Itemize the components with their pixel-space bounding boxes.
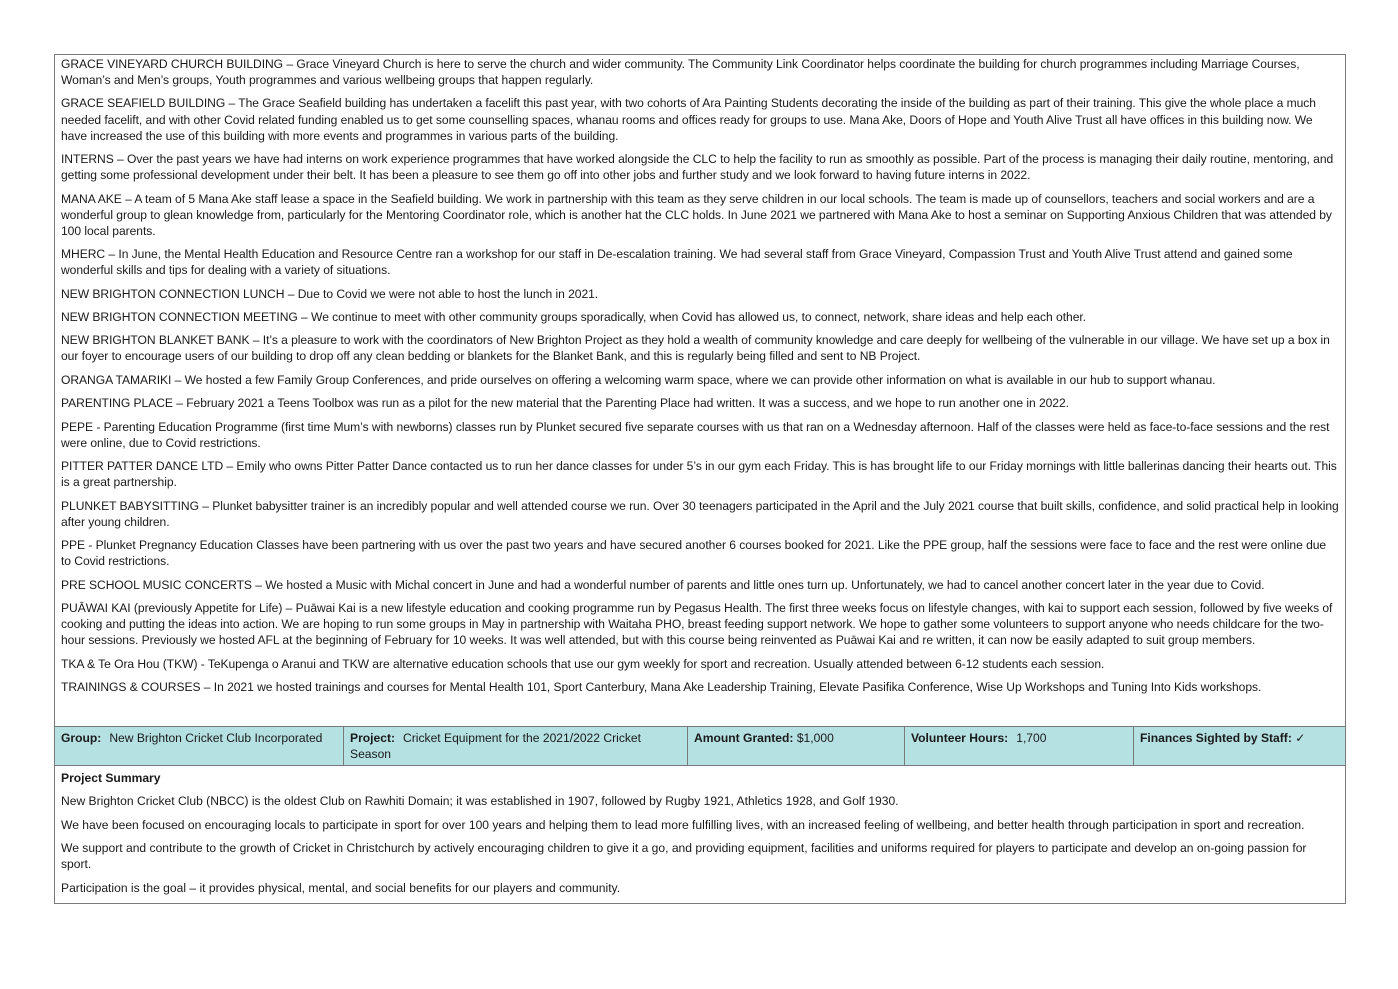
hours-cell [905,727,1134,765]
document-frame [54,54,1346,904]
community-use-entries [55,56,1345,726]
summary-title: Project Summary [61,771,161,785]
entry-grace-vineyard: GRACE VINEYARD CHURCH BUILDING – Grace Vineyard Church is here to serve the church and wider community. The Community Link Coordinator helps coordinate the building for church programmes including Marriage Courses, Woman’s and Men’s groups, Youth programmes and various wellbeing groups that happen regularly. [61,57,1300,88]
group-value: New Brighton Cricket Club Incorporated [109,731,323,745]
finances-label: Finances Sighted by Staff: [1140,731,1292,745]
grant-header-row [55,726,1345,766]
entry-connection-lunch: NEW BRIGHTON CONNECTION LUNCH – Due to Covid we were not able to host the lunch in 2021. [61,286,599,301]
project-summary [55,766,1345,903]
project-label: Project: [350,731,396,745]
entry-mana-ake: MANA AKE – A team of 5 Mana Ake staff lease a space in the Seafield building. We work in partnership with this team as they serve children in our local schools. The team is made up of counsellors, teachers and social workers and are a wonderful group to glean knowledge from, particularly for the Mentoring Coordinator role, which is another hat the CLC holds. In June 2021 we partnered with Mana Ake to host a seminar on Supporting Anxious Children that was attended by 100 local parents. [61,191,1332,238]
entry-tka-te-ora-hou: TKA & Te Ora Hou (TKW) - TeKupenga o Aranui and TKW are alternative education schools that use our gym weekly for sport and recreation. Usually attended between 6-12 students each session. [61,656,1105,671]
amount-cell [688,727,905,765]
entry-music-concerts: PRE SCHOOL MUSIC CONCERTS – We hosted a Music with Michal concert in June and had a wonderful number of parents and little ones turn up. Unfortunately, we had to cancel another concert later in the year due to Covid. [61,577,1265,592]
entry-plunket-babysitting: PLUNKET BABYSITTING – Plunket babysitter trainer is an incredibly popular and well attended course we run. Over 30 teenagers participated in the April and the July 2021 course that built skills, confidence, and solid practical help in looking after young children. [61,498,1339,529]
entry-pepe: PEPE - Parenting Education Programme (first time Mum’s with newborns) classes run by Plunket secured five separate courses with us that ran on a Wednesday afternoon. Half of the classes were held as face-to-face sessions and the rest were online, due to Covid restrictions. [61,419,1330,450]
entry-puawai-kai: PUĀWAI KAI (previously Appetite for Life) – Puāwai Kai is a new lifestyle education and cooking programme run by Pegasus Health. The first three weeks focus on lifestyle changes, with kai to support each session, followed by five weeks of cooking and putting the ideas into action. We are hoping to run some groups in May in partnership with Waitaha PHO, breast feeding support network. We hope to gather some volunteers to support anyone who needs childcare for the two-hour sessions. Previously we hosted AFL at the beginning of February for 10 weeks. It was well attended, but with this course being reinvented as Puāwai Kai and re written, it can now be easily adapted to suit group members. [61,600,1333,648]
entry-trainings-courses: TRAININGS & COURSES – In 2021 we hosted trainings and courses for Mental Health 101, Sport Canterbury, Mana Ake Leadership Training, Elevate Pasifika Conference, Wise Up Workshops and Tuning Into Kids workshops. [61,679,1262,694]
amount-value: $1,000 [796,731,834,745]
summary-paragraph: We have been focused on encouraging locals to participate in sport for over 100 years and helping them to lead more fulfilling lives, with an increased feeling of wellbeing, and better health through participation in sport and recreation. [61,817,1305,832]
group-label: Group: [61,731,102,745]
group-cell [55,727,344,765]
amount-label: Amount Granted: [694,731,794,745]
checkmark-icon: ✓ [1295,731,1306,745]
entry-grace-seafield: GRACE SEAFIELD BUILDING – The Grace Seafield building has undertaken a facelift this past year, with two cohorts of Ara Painting Students decorating the inside of the building as part of their training. This give the whole place a much needed facelift, and with other Covid related funding enabled us to get some counselling spaces, whanau rooms and offices ready for groups to use. Mana Ake, Doors of Hope and Youth Alive Trust all have offices in this building now. We have increased the use of this building with more events and programmes in various parts of the building. [61,96,1316,143]
entry-oranga-tamariki: ORANGA TAMARIKI – We hosted a few Family Group Conferences, and pride ourselves on offering a welcoming warm space, where we can provide other information on what is available in our hub to support whanau. [61,372,1216,387]
entry-blanket-bank: NEW BRIGHTON BLANKET BANK – It’s a pleasure to work with the coordinators of New Brighton Project as they hold a wealth of community knowledge and care deeply for wellbeing of the vulnerable in our village. We have set up a box in our foyer to encourage users of our building to drop off any clean bedding or blankets for the Blanket Bank, and this is regularly being filled and sent to NB Project. [61,333,1330,364]
hours-value: 1,700 [1016,731,1047,745]
summary-paragraph: New Brighton Cricket Club (NBCC) is the oldest Club on Rawhiti Domain; it was established in 1907, followed by Rugby 1921, Athletics 1928, and Golf 1930. [61,794,899,809]
entry-interns: INTERNS – Over the past years we have had interns on work experience programmes that have worked alongside the CLC to help the facility to run as smoothly as possible. Part of the process is managing their daily routine, mentoring, and getting some professional development under their belt. It has been a pleasure to see them go off into other jobs and further study and we look forward to having future interns in 2022. [61,152,1334,183]
entry-mherc: MHERC – In June, the Mental Health Education and Resource Centre ran a workshop for our staff in De-escalation training. We had several staff from Grace Vineyard, Compassion Trust and Youth Alive Trust attend and gained some wonderful skills and tips for dealing with a variety of situations. [61,247,1293,278]
project-cell [344,727,688,765]
entry-connection-meeting: NEW BRIGHTON CONNECTION MEETING – We continue to meet with other community groups sporadically, when Covid has allowed us, to connect, network, share ideas and help each other. [61,310,1086,324]
finances-cell [1134,727,1345,765]
entry-parenting-place: PARENTING PLACE – February 2021 a Teens Toolbox was run as a pilot for the new material that the Parenting Place had written. It was a success, and we hope to run another one in 2022. [61,396,1069,411]
summary-paragraph: Participation is the goal – it provides physical, mental, and social benefits for our players and community. [61,880,621,895]
project-value: Cricket Equipment for the 2021/2022 Cricket Season [350,731,641,761]
hours-label: Volunteer Hours: [911,731,1009,745]
summary-paragraph: We support and contribute to the growth of Cricket in Christchurch by actively encouraging children to give it a go, and providing equipment, facilities and uniforms required for players to participate and develop an on-going passion for sport. [61,841,1307,872]
entry-ppe: PPE - Plunket Pregnancy Education Classes have been partnering with us over the past two years and have secured another 6 courses booked for 2021. Like the PPE group, half the sessions were face to face and the rest were online due to Covid restrictions. [61,538,1327,569]
entry-pitter-patter: PITTER PATTER DANCE LTD – Emily who owns Pitter Patter Dance contacted us to run her dance classes for under 5’s in our gym each Friday. This is has brought life to our Friday mornings with little ballerinas dancing their hearts out. This is a great partnership. [61,459,1337,490]
